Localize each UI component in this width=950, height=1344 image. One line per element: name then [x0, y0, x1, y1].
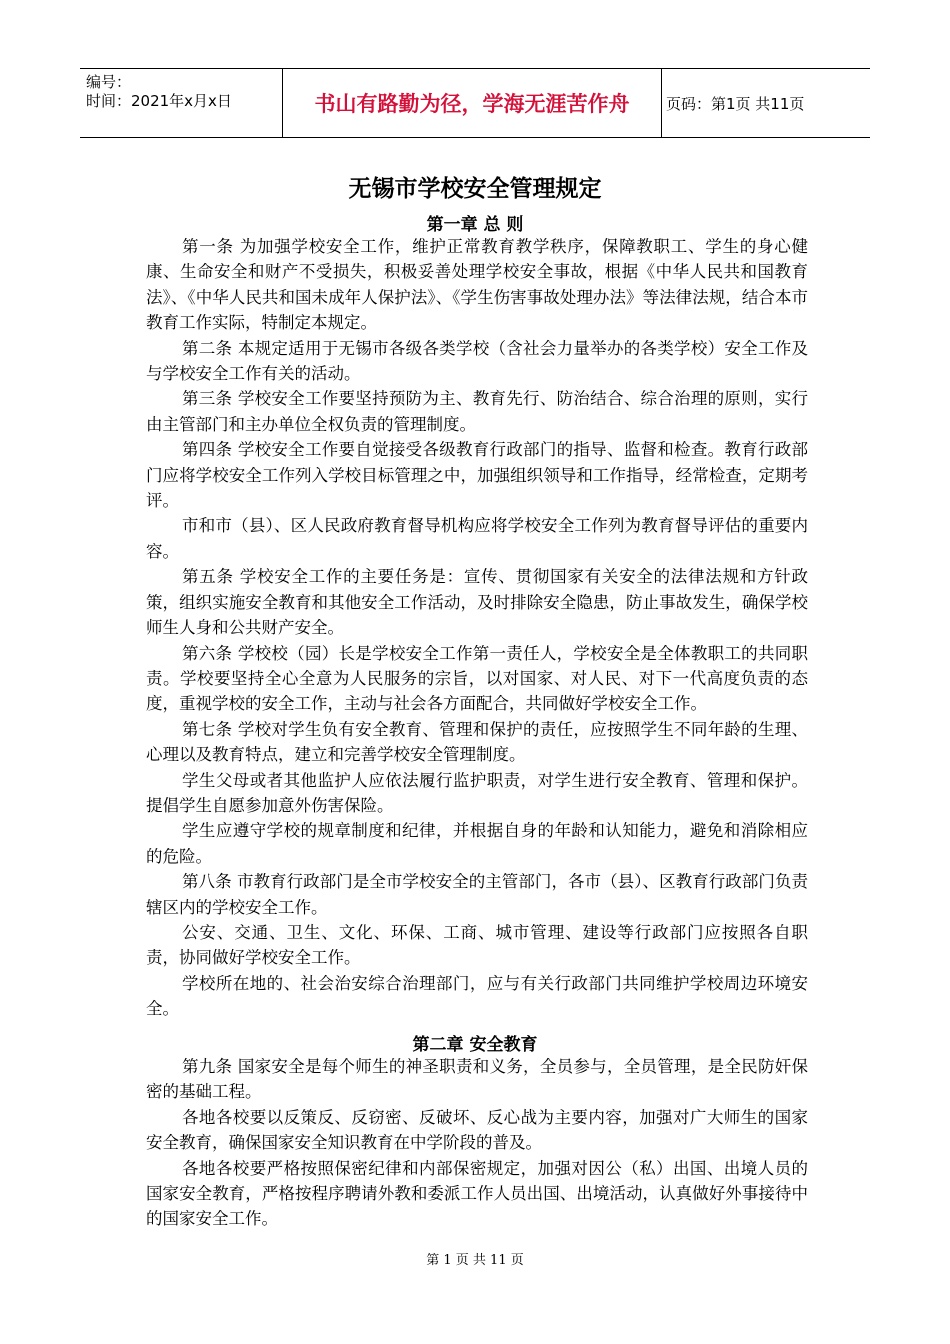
- document-header: [80, 68, 870, 138]
- chapter-1-heading: 第一章 总 则: [426, 215, 524, 235]
- time-label: 时间：2021年x月x日: [86, 92, 232, 110]
- paragraph: 学校所在地的、社会治安综合治理部门，应与有关行政部门共同维护学校周边环境安全。: [146, 973, 808, 1019]
- motto: 书山有路勤为径，学海无涯苦作舟: [283, 69, 662, 137]
- paragraph: 各地各校要严格按照保密纪律和内部保密规定，加强对因公（私）出国、出境人员的国家安全教育，严格按程序聘请外教和委派工作人员出国、出境活动，认真做好外事接待中的国家安全工作。: [146, 1158, 808, 1229]
- paragraph: 第八条 市教育行政部门是全市学校安全的主管部门，各市（县）、区教育行政部门负责辖区内的学校安全工作。: [146, 872, 808, 917]
- page-title: 无锡市学校安全管理规定: [348, 176, 602, 202]
- page-code-label: 页码：第1页 共11页: [666, 94, 805, 113]
- header-left-cell: [80, 69, 283, 137]
- paragraph: 第二条 本规定适用于无锡市各级各类学校（含社会力量举办的各类学校）安全工作及与学校安全工作有关的活动。: [146, 338, 808, 384]
- paragraph: 第六条 学校校（园）长是学校安全工作第一责任人，学校安全是全体教职工的共同职责。学校要坚持全心全意为人民服务的宗旨，以对国家、对人民、对下一代高度负责的态度，重视学校的安全工作，主动与社会各方面配合，共同做好学校安全工作。: [146, 643, 808, 714]
- paragraph: 公安、交通、卫生、文化、环保、工商、城市管理、建设等行政部门应按照各自职责，协同做好学校安全工作。: [146, 922, 808, 968]
- chapter-1-body: [146, 234, 808, 1022]
- chapter-2-heading: 第二章 安全教育: [412, 1035, 538, 1055]
- header-page-code: [662, 69, 870, 137]
- paragraph: 学生应遵守学校的规章制度和纪律，并根据自身的年龄和认知能力，避免和消除相应的危险。: [146, 821, 808, 866]
- paragraph: 第三条 学校安全工作要坚持预防为主、教育先行、防治结合、综合治理的原则，实行由主管部门和主办单位全权负责的管理制度。: [146, 389, 808, 434]
- number-label: 编号：: [86, 73, 132, 91]
- paragraph: 第七条 学校对学生负有安全教育、管理和保护的责任，应按照学生不同年龄的生理、心理以及教育特点，建立和完善学校安全管理制度。: [146, 719, 808, 765]
- page-footer: 第 1 页 共 11 页: [426, 1253, 524, 1268]
- paragraph: 第四条 学校安全工作要自觉接受各级教育行政部门的指导、监督和检查。教育行政部门应将学校安全工作列入学校目标管理之中，加强组织领导和工作指导，经常检查，定期考评。: [146, 440, 808, 511]
- paragraph: 第九条 国家安全是每个师生的神圣职责和义务，全员参与，全员管理，是全民防奸保密的基础工程。: [146, 1057, 808, 1102]
- paragraph: 市和市（县）、区人民政府教育督导机构应将学校安全工作列为教育督导评估的重要内容。: [146, 516, 808, 561]
- paragraph: 第一条 为加强学校安全工作，维护正常教育教学秩序，保障教职工、学生的身心健康、生命安全和财产不受损失，积极妥善处理学校安全事故，根据《中华人民共和国教育法》、《中华人民共和国未成年人保护法》、《学生伤害事故处理办法》等法律法规，结合本市教育工作实际，特制定本规定。: [146, 237, 808, 333]
- chapter-2-body: [146, 1054, 808, 1232]
- paragraph: 学生父母或者其他监护人应依法履行监护职责，对学生进行安全教育、管理和保护。提倡学生自愿参加意外伤害保险。: [146, 770, 808, 815]
- paragraph: 各地各校要以反策反、反窃密、反破坏、反心战为主要内容，加强对广大师生的国家安全教育，确保国家安全知识教育在中学阶段的普及。: [146, 1107, 808, 1153]
- paragraph: 第五条 学校安全工作的主要任务是：宣传、贯彻国家有关安全的法律法规和方针政策，组织实施安全教育和其他安全工作活动，及时排除安全隐患，防止事故发生，确保学校师生人身和公共财产安全。: [146, 567, 808, 638]
